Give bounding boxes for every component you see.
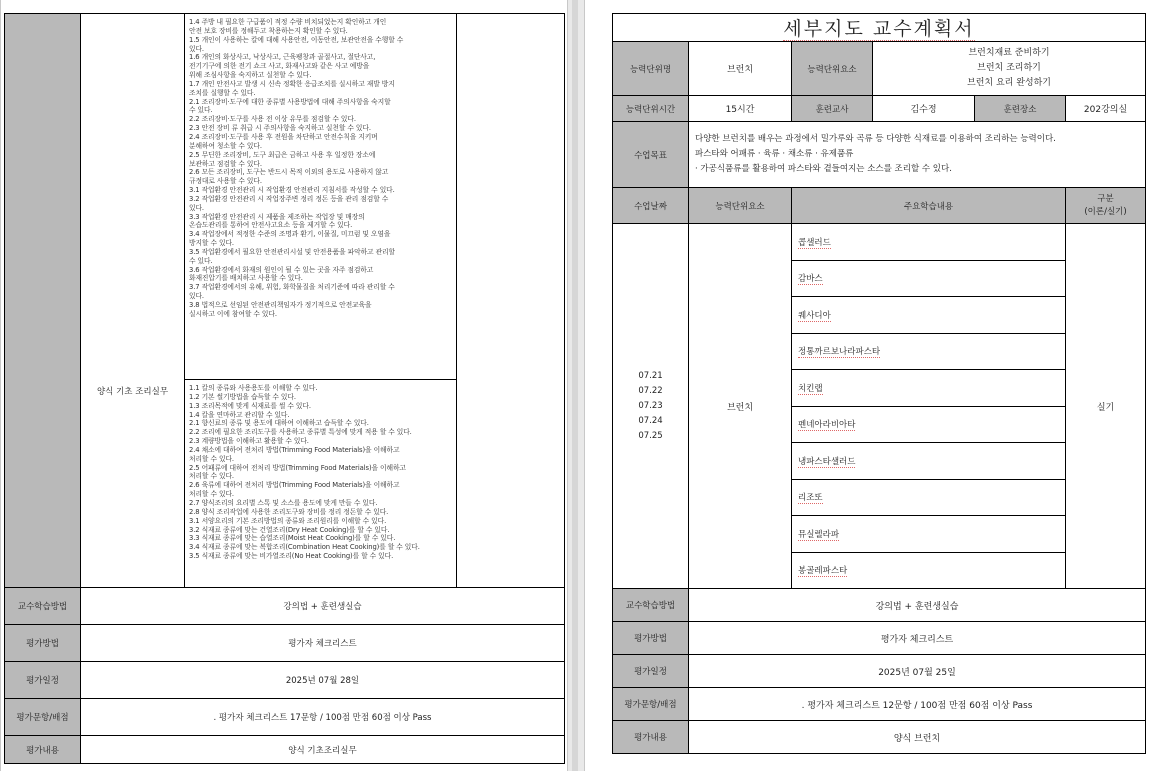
schedule-date: 07.24 (638, 415, 663, 426)
outcome-line: 위해 조심사항을 숙지하고 실천할 수 있다. (189, 71, 312, 80)
empty-cell (457, 14, 565, 588)
topic-label: 봉골레파스타 (798, 566, 848, 577)
row-value: 양식 브런치 (689, 721, 1146, 754)
outcome-line: 수 있다. (189, 106, 213, 115)
outcome-line: 2.6 육류에 대하여 전처리 방법(Trimming Food Materials)을 이해하고 (189, 481, 400, 490)
outcome-line: 온습도관리를 통하여 안전사고요소 등을 제거할 수 있다. (189, 221, 353, 230)
outcome-line: 1.5 개인이 사용하는 칼에 대해 사용안전, 이동안전, 보관안전을 수행할 수 (189, 35, 404, 44)
element-item: 브런치 조리하기 (977, 63, 1041, 73)
col-header-content: 주요학습내용 (792, 188, 1066, 224)
topic-label: 퀘사디아 (798, 310, 831, 321)
outcome-line: 3.5 식재료 종류에 맞는 비가열조리(No Heat Cooking)를 할 수 있다. (189, 552, 394, 561)
outcome-line: 1.4 주방 내 필요한 구급품이 적정 수량 비치되었는지 확인하고 개인 (189, 18, 387, 26)
plan-table-left (4, 13, 565, 764)
place-label: 훈련장소 (975, 96, 1066, 122)
row-value: . 평가자 체크리스트 17문항 / 100점 만점 60점 이상 Pass (81, 699, 565, 736)
topic-item (792, 443, 1066, 480)
outcome-line: 3.4 작업장에서 적정한 수준의 조명과 환기, 이물질, 미끄럼 및 오염을 (189, 230, 391, 239)
outcome-line: 처리할 수 있다. (189, 490, 234, 499)
outcomes-block-1 (185, 14, 457, 380)
outcome-line: 보관하고 점검할 수 있다. (189, 159, 262, 168)
outcome-line: 2.1 향신료의 종류 및 용도에 대하여 이해하고 습득할 수 있다. (189, 419, 369, 428)
outcome-line: 2.5 무딘한 조리장비, 도구 최급은 금하고 사용 후 일정한 장소에 (189, 150, 376, 159)
unit-label: 능력단위명 (613, 42, 689, 96)
outcome-line: 규정대로 사용할 수 있다. (189, 177, 262, 186)
schedule-date: 07.25 (638, 430, 663, 441)
outcome-line: 1.6 개인의 화상사고, 낙상사고, 근육팽창과 골절사고, 절단사고, (189, 53, 376, 62)
place-value: 202강의실 (1066, 96, 1146, 122)
document-page-right (584, 0, 1151, 771)
outcome-line: 1.7 개인 안전사고 발생 시 신속 정확한 응급조치를 실시하고 재발 방지 (189, 79, 395, 88)
hours-value: 15시간 (689, 96, 792, 122)
outcome-line: 있다. (189, 44, 204, 53)
topic-label: 콥샐러드 (798, 237, 831, 248)
schedule-date: 07.23 (638, 400, 663, 411)
topic-label: 펜네아라비아타 (798, 420, 856, 431)
element-label: 능력단위요소 (792, 42, 873, 96)
outcome-line: 1.3 조리목적에 맞게 식재료를 썰 수 있다. (189, 401, 311, 410)
schedule-date: 07.21 (638, 370, 663, 381)
outcome-line: 2.2 조리장비·도구를 사용 전 이상 유무를 점검할 수 있다. (189, 115, 356, 124)
col-header-element: 능력단위요소 (689, 188, 792, 224)
outcome-line: 2.3 계량방법을 이해하고 활용할 수 있다. (189, 437, 309, 446)
unit-name-cell (81, 14, 185, 588)
outcome-line: 수 있다. (189, 256, 213, 265)
topic-item (792, 406, 1066, 443)
row-value: 강의법 + 훈련생실습 (81, 588, 565, 625)
row-value: 강의법 + 훈련생실습 (689, 589, 1146, 622)
kind-value: 실기 (1066, 224, 1146, 589)
schedule-element: 브런치 (689, 224, 792, 589)
outcome-line: 처리할 수 있다. (189, 472, 234, 481)
topic-item (792, 297, 1066, 334)
row-label: 평가일정 (613, 655, 689, 688)
outcome-line: 2.4 조리장비·도구를 사용 후 전원을 차단하고 안전수칙을 지키며 (189, 132, 378, 141)
topic-label: 감바스 (798, 274, 823, 285)
plan-table-right (612, 13, 1146, 754)
outcome-line: 2.4 채소에 대하여 전처리 방법(Trimming Food Materials)을 이해하고 (189, 445, 400, 454)
topic-item (792, 260, 1066, 297)
topic-label: 치킨랩 (798, 383, 823, 394)
goal-line: 파스타와 어패류 · 육류 · 채소류 · 유제품류 (695, 149, 854, 159)
outcome-line: 있다. (189, 203, 204, 212)
outcome-line: 3.5 작업환경에서 필요한 안전관리시설 및 안전용품을 파악하고 관리할 (189, 247, 395, 256)
schedule-date: 07.22 (638, 385, 663, 396)
row-label: 평가문항/배점 (5, 699, 81, 736)
goal-label: 수업목표 (613, 122, 689, 188)
outcome-line: 방지할 수 있다. (189, 239, 234, 248)
outcome-line: 3.4 식재료 종류에 맞는 복합조리(Combination Heat Cooking)를 할 수 있다. (189, 543, 420, 552)
topic-label: 리조또 (798, 493, 823, 504)
goal-text (689, 122, 1146, 188)
goal-line: · 가공식품류를 활용하여 파스타와 곁들여지는 소스를 조리할 수 있다. (695, 164, 952, 174)
scrollbar[interactable] (572, 0, 578, 771)
unit-name: 양식 기초 조리실무 (96, 386, 169, 397)
outcome-line: 2.2 조리에 필요한 조리도구를 사용하고 종류별 특성에 맞게 적용 할 수 있다. (189, 428, 412, 437)
outcome-line: 1.2 기본 썰기방법을 습득할 수 있다. (189, 392, 296, 401)
outcome-line: 전기기구에 의한 전기 쇼크 사고, 화재사고와 같은 사고 예방을 (189, 62, 370, 71)
unit-value: 브런치 (689, 42, 792, 96)
outcomes-block-2 (185, 380, 457, 588)
col-header-kind: 구분 (이론/실기) (1066, 188, 1146, 224)
outcome-line: 2.6 모든 조리장비, 도구는 반드시 목적 이외의 용도로 사용하지 않고 (189, 168, 389, 177)
outcome-line: 2.5 어패류에 대하여 전처리 방법(Trimming Food Materials)을 이해하고 (189, 463, 406, 472)
outcome-line: 3.2 식재료 종류에 맞는 건열조리(Dry Heat Cooking)를 할 수 있다. (189, 525, 390, 534)
row-value: . 평가자 체크리스트 12문항 / 100점 만점 60점 이상 Pass (689, 688, 1146, 721)
outcome-line: 3.2 작업환경 안전관리 시 작업장주변 정리 정돈 등을 관리 점검할 수 (189, 194, 389, 203)
outcome-line: 분해하여 청소할 수 있다. (189, 141, 262, 150)
document-page-left (0, 0, 568, 771)
outcome-line: 3.3 작업환경 안전관리 시 제품을 제조하는 작업장 및 매장의 (189, 212, 365, 221)
teacher-value: 김수정 (873, 96, 975, 122)
outcome-line: 있다. (189, 292, 204, 301)
element-item: 브런치재료 준비하기 (968, 48, 1050, 58)
outcome-line: 2.8 양식 조리작업에 사용한 조리도구와 장비를 정리 정돈할 수 있다. (189, 507, 389, 516)
row-label: 교수학습방법 (613, 589, 689, 622)
schedule-dates (613, 224, 689, 589)
topic-item (792, 479, 1066, 516)
goal-line: 다양한 브런치를 배우는 과정에서 밀가루와 곡류 등 다양한 식재료를 이용하여 조리하는 능력이다. (695, 134, 1056, 144)
row-label: 평가내용 (5, 736, 81, 764)
outcome-line: 3.3 식재료 종류에 맞는 습열조리(Moist Heat Cooking)를 할 수 있다. (189, 534, 396, 543)
row-value: 2025년 07월 28일 (81, 662, 565, 699)
row-label: 평가문항/배점 (613, 688, 689, 721)
outcome-line: 1.4 칼을 연마하고 관리할 수 있다. (189, 410, 290, 419)
outcome-line: 조치를 실행할 수 있다. (189, 88, 256, 97)
row-value: 평가자 체크리스트 (81, 625, 565, 662)
row-label: 평가방법 (613, 622, 689, 655)
row-label: 평가방법 (5, 625, 81, 662)
row-label: 평가일정 (5, 662, 81, 699)
element-list (873, 42, 1146, 96)
outcome-line: 실시하고 이에 참여할 수 있다. (189, 309, 277, 318)
outcome-line: 화재진압기를 배치하고 사용할 수 있다. (189, 274, 303, 283)
row-value: 평가자 체크리스트 (689, 622, 1146, 655)
outcome-line: 2.1 조리장비·도구에 대한 종류별 사용방법에 대해 주의사항을 숙지할 (189, 97, 391, 106)
topic-item (792, 516, 1066, 553)
outcome-line: 1.1 칼의 종류와 사용용도를 이해할 수 있다. (189, 384, 318, 392)
col-header-date: 수업날짜 (613, 188, 689, 224)
topic-label: 냉파스타샐러드 (798, 456, 856, 467)
topic-item (792, 333, 1066, 370)
topic-label: 정통까르보나라파스타 (798, 347, 881, 358)
outcome-line: 안전 보호 장비를 정해두고 착용하는지 확인할 수 있다. (189, 26, 348, 35)
outcome-line: 3.6 작업환경에서 화재의 원인이 될 수 있는 곳을 자주 점검하고 (189, 265, 374, 274)
row-label: 교수학습방법 (5, 588, 81, 625)
row-value: 양식 기초조리실무 (81, 736, 565, 764)
outcome-line: 처리할 수 있다. (189, 454, 234, 463)
outcome-line: 3.7 작업환경에서의 유해, 위험, 화학물질을 처리기준에 따라 관리할 수 (189, 283, 395, 292)
outcome-line: 3.1 서양요리의 기본 조리방법의 종류와 조리원리를 이해할 수 있다. (189, 516, 387, 525)
topic-item (792, 224, 1066, 261)
teacher-label: 훈련교사 (792, 96, 873, 122)
element-item: 브런치 요리 완성하기 (967, 78, 1051, 88)
outcome-line: 2.3 안전 장비 류 취급 시 주의사항을 숙지하고 실천할 수 있다. (189, 124, 371, 133)
outcome-line: 3.8 법적으로 선임된 안전관리책임자가 정기적으로 안전교육을 (189, 301, 372, 309)
topic-item (792, 370, 1066, 407)
topic-item (792, 552, 1066, 589)
row-value: 2025년 07월 25일 (689, 655, 1146, 688)
outcome-line: 3.1 작업환경 안전관리 시 작업환경 안전관리 지침서를 작성할 수 있다. (189, 186, 395, 195)
row-label: 평가내용 (613, 721, 689, 754)
page-title: 세부지도 교수계획서 (613, 14, 1146, 42)
label-cell-empty (5, 14, 81, 588)
hours-label: 능력단위시간 (613, 96, 689, 122)
topic-label: 뮤실렐라파 (798, 529, 840, 540)
outcome-line: 2.7 양식조리의 요리별 스톡 및 소스를 용도에 맞게 만들 수 있다. (189, 498, 378, 507)
